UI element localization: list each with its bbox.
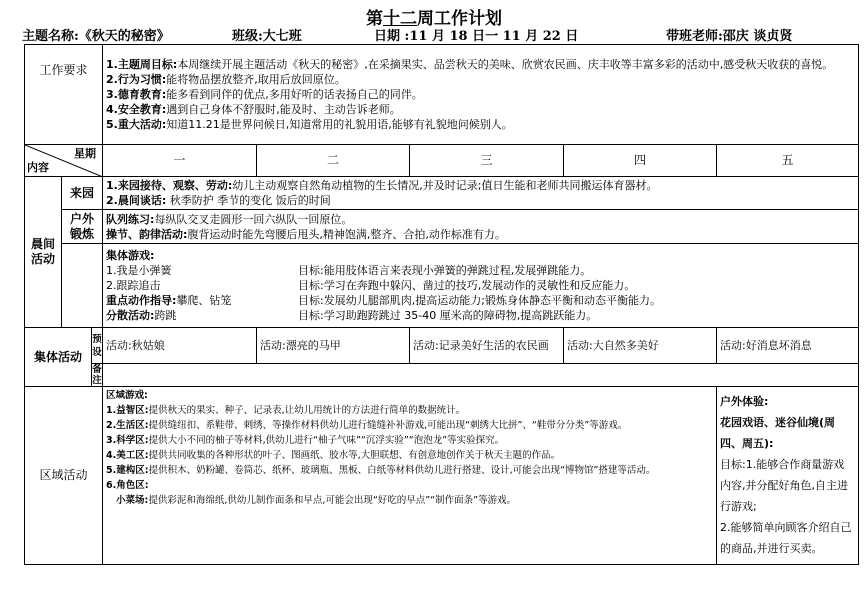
outdoor-goal: 2.能够简单向顾客介绍自己的商品,并进行买卖。 (720, 521, 852, 555)
group-activity-tuesday: 活动:漂亮的马甲 (257, 328, 410, 364)
outdoor-experience (717, 387, 859, 565)
key-action-item: 重点动作指导:攀爬、钻笼 目标:发展幼儿腿部肌肉,提高运动能力;锻炼身体静态平衡和动态平衡能力。 (106, 294, 661, 307)
outdoor-experience-title: 户外体验: (720, 395, 769, 408)
group-activity-wednesday: 活动:记录美好生活的农民画 (410, 328, 564, 364)
theme-name: 主题名称:《秋天的秘密》 (22, 29, 170, 44)
work-requirements-row (25, 45, 859, 145)
group-activity-label: 集体活动 (25, 328, 92, 387)
requirement-item: 5.重大活动:知道11.21是世界问候日,知道常用的礼貌用语,能够有礼貌地问候别人。 (106, 118, 513, 131)
area-item: 4.美工区:提供共同收集的各种形状的叶子、图画纸、胶水等,大胆联想、有创意地创作关于秋天主题的作品。 (106, 450, 561, 461)
outdoor-goal: 目标:1.能够合作商量游戏内容,并分配好角色,自主进行游戏; (720, 458, 849, 513)
work-requirements-label: 工作要求 (25, 45, 103, 145)
page-title: 第十二周工作计划 (366, 9, 502, 29)
group-note-row (25, 364, 859, 387)
group-activity-thursday: 活动:大自然多美好 (564, 328, 717, 364)
group-note-content (103, 364, 859, 387)
area-item: 2.生活区:提供缝纽扣、系鞋带、刺绣、等操作材料供幼儿进行缝缝补补游戏,可能出现“刺绣大比拼”、“鞋带分分类”等游戏。 (106, 420, 628, 431)
arrive-content: 1.来园接待、观察、劳动:幼儿主动观察自然角动植物的生长情况,并及时记录;值日生能和老师共同搬运体育器材。 2.晨间谈话: 秋季防护 季节的变化 饭后的时间 (103, 177, 859, 210)
area-games (103, 387, 717, 565)
group-activity-monday: 活动:秋姑娘 (103, 328, 257, 364)
split-activity-item: 分散活动:跨跳 目标:学习助跑跨跳过 35-40 厘米高的障碍物,提高跳跃能力。 (106, 309, 598, 322)
corner-week-label: 星期 (74, 147, 97, 160)
requirement-item: 1.主题周目标:本周继续开展主题活动《秋天的秘密》,在采摘果实、品尝秋天的美味、欣赏农民画、庆丰收等丰富多彩的活动中,感受秋天收获的喜悦。 (106, 58, 834, 71)
game-item: 2.跟踪追击 目标:学习在奔跑中躲闪、凿过的技巧,发展动作的灵敏性和反应能力。 (106, 279, 636, 292)
work-requirements (103, 45, 859, 145)
area-item: 小菜场:提供彩泥和海绵纸,供幼儿制作面条和早点,可能会出现“好吃的早点”“制作面条”等游戏。 (116, 495, 517, 506)
morning-arrive-row (25, 177, 859, 210)
day-friday: 五 (717, 145, 859, 177)
day-wednesday: 三 (410, 145, 564, 177)
outdoor-experience-subtitle: 花园戏语、迷谷仙境(周四、周五): (720, 416, 836, 450)
morning-activity-label: 晨间活动 (25, 177, 62, 328)
class-name: 班级:大七班 (232, 29, 302, 44)
morning-outdoor-row (25, 210, 859, 244)
day-header-row (25, 145, 859, 177)
group-activity-friday: 活动:好消息坏消息 (717, 328, 859, 364)
outdoor-exercise-content: 队列练习:每纵队交叉走圆形一回六纵队一回原位。 操节、韵律活动:腹背运动时能先弯腰后甩头,精神饱满,整齐、合拍,动作标准有力。 (103, 210, 859, 244)
morning-games-row (25, 244, 859, 328)
teachers: 带班老师:邵庆 谈贞贤 (666, 29, 793, 44)
week-number: 十二 (383, 9, 417, 29)
area-games-title: 区域游戏: (106, 390, 148, 401)
area-item: 1.益智区:提供秋天的果实、种子、记录表,让幼儿用统计的方法进行简单的数据统计。 (106, 405, 466, 416)
work-plan-table (24, 44, 859, 565)
area-activity-label: 区域活动 (25, 387, 103, 565)
requirement-item: 2.行为习惯:能将物品摆放整齐,取用后放回原位。 (106, 73, 346, 86)
week-content-corner (25, 145, 103, 177)
requirement-item: 3.德育教育:能多看到同伴的优点,多用好听的话表扬自己的同伴。 (106, 88, 423, 101)
requirement-item: 4.安全教育:遇到自己身体不舒服时,能及时、主动告诉老师。 (106, 103, 401, 116)
area-item: 5.建构区:提供积木、奶粉罐、卷筒芯、纸杯、玻璃瓶、黑板、白纸等材料供幼儿进行搭建、设计,可能会出现“博物馆”搭建等活动。 (106, 465, 656, 476)
area-item: 6.角色区: (106, 480, 149, 491)
arrive-label: 来园 (62, 177, 103, 210)
game-item: 1.我是小弹簧 目标:能用肢体语言来表现小弹簧的弹跳过程,发展弹跳能力。 (106, 264, 592, 277)
day-monday: 一 (103, 145, 257, 177)
corner-content-label: 内容 (27, 161, 49, 174)
area-activity-row (25, 387, 859, 565)
games-content (103, 244, 859, 328)
date-range: 日期 :11 月 18 日一 11 月 22 日 (374, 29, 579, 44)
group-preset-row (25, 328, 859, 364)
area-item: 3.科学区:提供大小不同的柚子等材料,供幼儿进行“柚子气味”“沉浮实验”“泡泡龙”等实验探究。 (106, 435, 505, 446)
note-label: 备注 (92, 364, 102, 386)
day-tuesday: 二 (257, 145, 410, 177)
games-title: 集体游戏: (106, 249, 155, 262)
day-thursday: 四 (564, 145, 717, 177)
preset-label: 预设 (92, 328, 103, 364)
outdoor-exercise-label: 户外锻炼 (62, 210, 103, 244)
